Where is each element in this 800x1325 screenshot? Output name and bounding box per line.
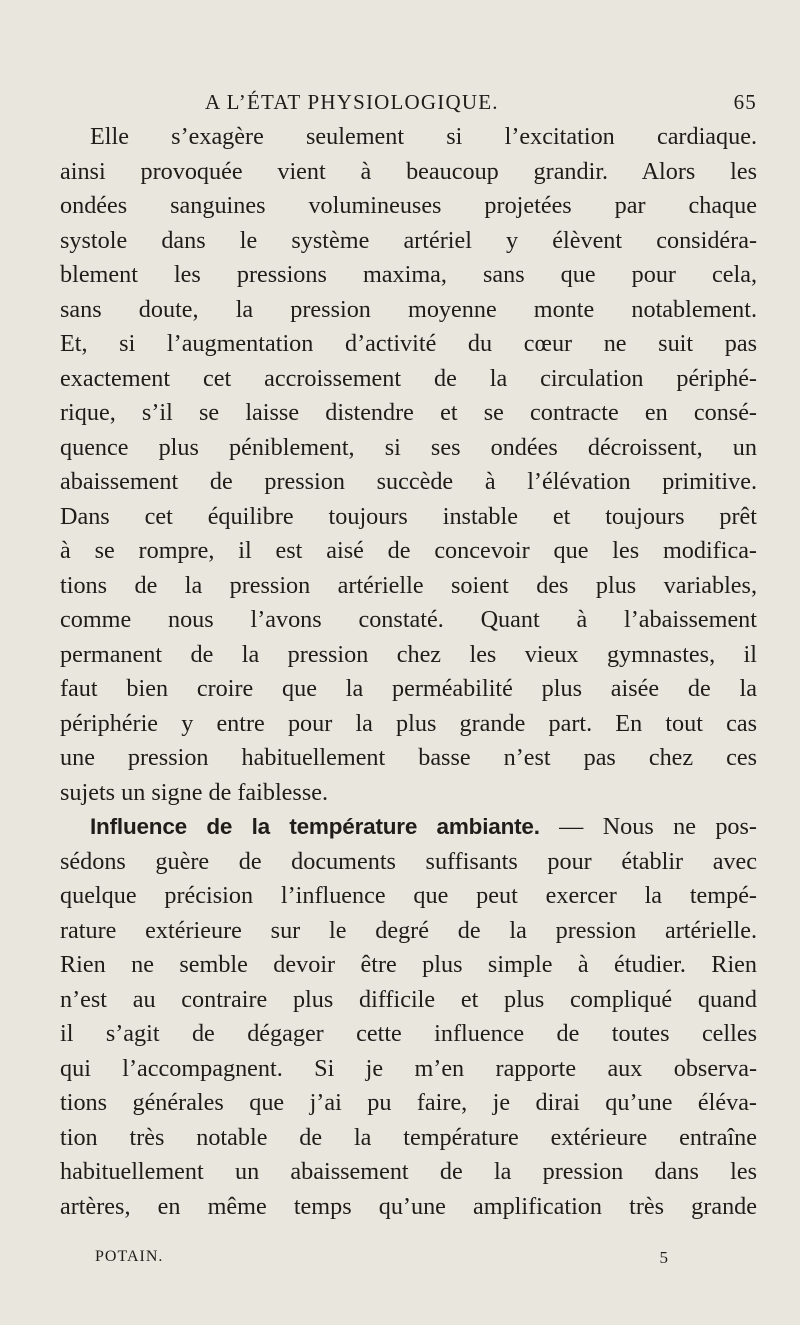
running-head-title: A L’ÉTAT PHYSIOLOGIQUE.: [205, 90, 499, 114]
text-line: abaissement de pression succède à l’élévation primitive.: [60, 468, 757, 495]
text-line: qui l’accompagnent. Si je m’en rapporte aux observa-: [60, 1054, 757, 1082]
text-line: Rien ne semble devoir être plus simple à étudier. Rien: [60, 951, 757, 978]
text-line: périphérie y entre pour la plus grande part. En tout cas: [60, 709, 757, 737]
signature-line: [95, 1248, 669, 1272]
text-line: exactement cet accroissement de la circulation périphé-: [60, 364, 757, 392]
text-line: une pression habituellement basse n’est pas chez ces: [60, 744, 757, 771]
text-line: permanent de la pression chez les vieux gymnastes, il: [60, 640, 757, 668]
text-line: systole dans le système artériel y élèvent considéra-: [60, 226, 757, 254]
text-line: comme nous l’avons constaté. Quant à l’abaissement: [60, 606, 757, 633]
text-line: ainsi provoquée vient à beaucoup grandir. Alors les: [60, 157, 757, 185]
text-line: n’est au contraire plus difficile et plus compliqué quand: [60, 985, 757, 1013]
text-line: artères, en même temps qu’une amplification très grande: [60, 1192, 757, 1220]
text-line: quelque précision l’influence que peut exercer la tempé-: [60, 882, 757, 909]
body-text: [60, 120, 757, 1224]
text-line: ondées sanguines volumineuses projetées par chaque: [60, 192, 757, 219]
text-line: à se rompre, il est aisé de concevoir que les modifica-: [60, 537, 757, 564]
text-line: faut bien croire que la perméabilité plus aisée de la: [60, 675, 757, 702]
text-line: Elle s’exagère seulement si l’excitation cardiaque.: [90, 123, 757, 150]
section-heading-continuation: — Nous ne pos-: [539, 813, 757, 840]
text-line: tion très notable de la température extérieure entraîne: [60, 1123, 757, 1151]
text-line: blement les pressions maxima, sans que pour cela,: [60, 261, 757, 288]
signature-number: 5: [659, 1248, 669, 1267]
text-line: rique, s’il se laisse distendre et se contracte en consé-: [60, 399, 757, 426]
text-line: il s’agit de dégager cette influence de toutes celles: [60, 1020, 757, 1047]
running-head: [60, 90, 757, 120]
section-heading: Influence de la température ambiante.: [90, 814, 540, 839]
text-line: tions de la pression artérielle soient des plus variables,: [60, 571, 757, 599]
text-line: quence plus péniblement, si ses ondées décroissent, un: [60, 433, 757, 461]
text-line: Et, si l’augmentation d’activité du cœur ne suit pas: [60, 330, 757, 357]
text-line: tions générales que j’ai pu faire, je dirai qu’une éléva-: [60, 1089, 757, 1116]
paragraph-pressure-variation: [60, 120, 757, 810]
text-line: rature extérieure sur le degré de la pression artérielle.: [60, 916, 757, 944]
text-line: sans doute, la pression moyenne monte notablement.: [60, 295, 757, 323]
text-line: Dans cet équilibre toujours instable et toujours prêt: [60, 502, 757, 530]
paragraph-temperature-influence: [60, 810, 757, 1224]
page-number: 65: [733, 90, 757, 114]
printer-signature: POTAIN.: [95, 1248, 164, 1265]
text-line: sédons guère de documents suffisants pour établir avec: [60, 847, 757, 875]
section-first-line: [60, 810, 757, 845]
text-line: habituellement un abaissement de la pression dans les: [60, 1158, 757, 1185]
text-line: sujets un signe de faiblesse.: [60, 778, 329, 806]
